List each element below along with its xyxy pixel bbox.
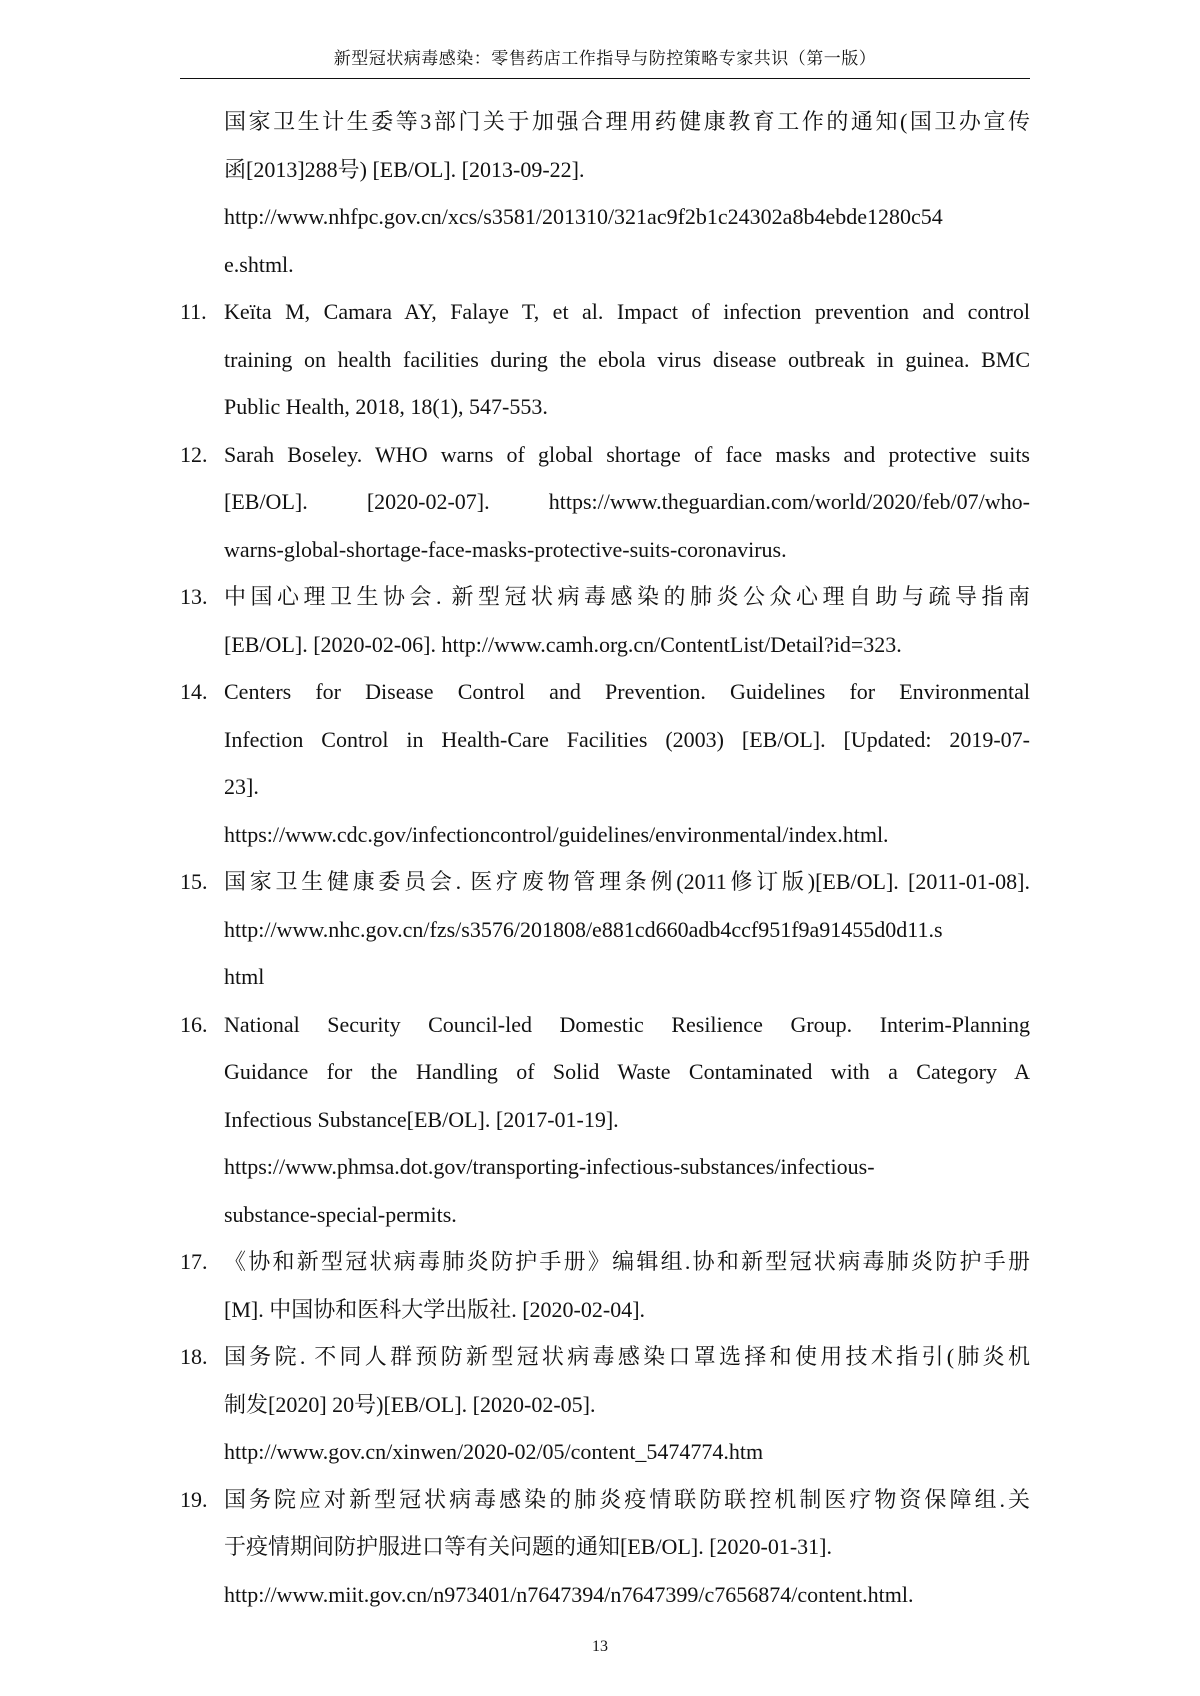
reference-line: [EB/OL]. [2020-02-06]. http://www.camh.org.cn/ContentList/Detail?id=323. — [224, 631, 902, 657]
reference-list — [180, 98, 1030, 1618]
reference-line: Guidance for the Handling of Solid Waste Contaminated with a Category A — [224, 1059, 1030, 1084]
reference-line: https://www.cdc.gov/infectioncontrol/guidelines/environmental/index.html. — [224, 821, 889, 847]
reference-item — [180, 1001, 1030, 1239]
header-rule — [180, 78, 1030, 79]
reference-number: 14. — [180, 679, 208, 704]
reference-line: 23]. — [224, 774, 259, 799]
reference-line: National Security Council-led Domestic Resilience Group. Interim-Planning — [224, 1011, 1030, 1037]
reference-line: 于疫情期间防护服进口等有关问题的通知[EB/OL]. [2020-01-31]. — [224, 1534, 833, 1559]
running-header: 新型冠状病毒感染：零售药店工作指导与防控策略专家共识（第一版） — [333, 49, 877, 68]
reference-item — [180, 1476, 1030, 1619]
reference-number: 15. — [180, 869, 208, 894]
reference-number: 16. — [180, 1011, 208, 1037]
reference-line: warns-global-shortage-face-masks-protective-suits-coronavirus. — [224, 536, 787, 562]
reference-line: training on health facilities during the ebola virus disease outbreak in guinea. BMC — [224, 346, 1030, 372]
reference-line: 《协和新型冠状病毒肺炎防护手册》编辑组.协和新型冠状病毒肺炎防护手册 — [224, 1249, 1030, 1274]
reference-line: Keïta M, Camara AY, Falaye T, et al. Impact of infection prevention and control — [224, 299, 1030, 324]
reference-item — [180, 98, 1030, 288]
reference-item — [180, 573, 1030, 668]
reference-line: Public Health, 2018, 18(1), 547-553. — [224, 394, 548, 419]
reference-line: Infectious Substance[EB/OL]. [2017-01-19]. — [224, 1106, 619, 1132]
reference-line: [EB/OL]. [2020-02-07]. https://www.theguardian.com/world/2020/feb/07/who- — [224, 489, 1030, 514]
reference-item — [180, 858, 1030, 1001]
reference-line: http://www.nhc.gov.cn/fzs/s3576/201808/e881cd660adb4ccf951f9a91455d0d11.s — [224, 916, 943, 942]
reference-line: 国务院应对新型冠状病毒感染的肺炎疫情联防联控机制医疗物资保障组.关 — [224, 1486, 1030, 1512]
reference-line: http://www.nhfpc.gov.cn/xcs/s3581/201310/321ac9f2b1c24302a8b4ebde1280c54 — [224, 204, 943, 229]
reference-line: e.shtml. — [224, 251, 294, 277]
reference-number: 18. — [180, 1344, 208, 1369]
reference-line: Centers for Disease Control and Prevention. Guidelines for Environmental — [224, 679, 1030, 704]
reference-line: http://www.miit.gov.cn/n973401/n7647394/n7647399/c7656874/content.html. — [224, 1581, 914, 1607]
reference-item — [180, 288, 1030, 431]
reference-line: 国家卫生计生委等3部门关于加强合理用药健康教育工作的通知(国卫办宣传 — [224, 109, 1030, 134]
reference-number: 13. — [180, 584, 208, 609]
reference-line: 函[2013]288号) [EB/OL]. [2013-09-22]. — [224, 156, 585, 182]
reference-line: Infection Control in Health-Care Facilities (2003) [EB/OL]. [Updated: 2019-07- — [224, 726, 1030, 752]
reference-number: 17. — [180, 1249, 208, 1274]
reference-line: https://www.phmsa.dot.gov/transporting-infectious-substances/infectious- — [224, 1154, 875, 1179]
page-number: 13 — [592, 1638, 608, 1655]
reference-number: 11. — [180, 299, 207, 324]
reference-line: http://www.gov.cn/xinwen/2020-02/05/content_5474774.htm — [224, 1439, 764, 1464]
reference-number: 12. — [180, 441, 208, 467]
reference-line: 国务院. 不同人群预防新型冠状病毒感染口罩选择和使用技术指引(肺炎机 — [224, 1344, 1030, 1369]
reference-line: 中国心理卫生协会. 新型冠状病毒感染的肺炎公众心理自助与疏导指南 — [224, 584, 1030, 609]
reference-line: substance-special-permits. — [224, 1201, 457, 1227]
reference-line: [M]. 中国协和医科大学出版社. [2020-02-04]. — [224, 1296, 646, 1322]
reference-item — [180, 668, 1030, 858]
reference-item — [180, 1333, 1030, 1476]
reference-item — [180, 1238, 1030, 1333]
reference-number: 19. — [180, 1486, 208, 1512]
reference-line: 制发[2020] 20号)[EB/OL]. [2020-02-05]. — [224, 1391, 596, 1417]
reference-line: html — [224, 964, 265, 989]
reference-line: Sarah Boseley. WHO warns of global shortage of face masks and protective suits — [224, 441, 1030, 467]
reference-line: 国家卫生健康委员会. 医疗废物管理条例(2011修订版)[EB/OL]. [2011-01-08]. — [224, 869, 1030, 894]
reference-item — [180, 431, 1030, 574]
